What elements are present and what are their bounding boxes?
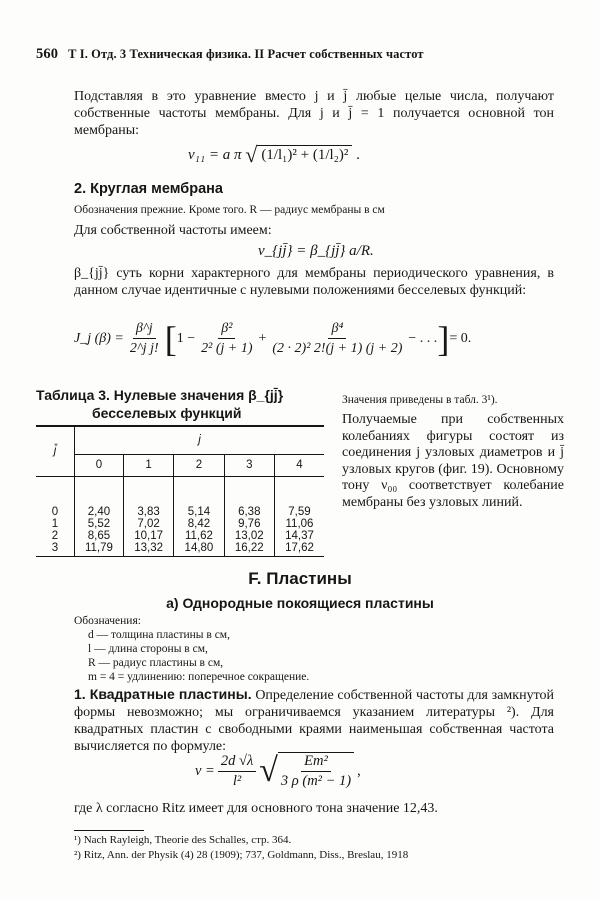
- bessel-tail: − . . .: [408, 330, 438, 346]
- formula-nu11-end: .: [356, 147, 360, 163]
- table3-cell: 11,79: [75, 542, 124, 556]
- table3-title-line2: бесселевых функций: [92, 405, 242, 421]
- table3-col-header: 0: [75, 454, 124, 476]
- plates-notation: [74, 614, 309, 684]
- notation-item: d — толщина пластины в см,: [88, 629, 230, 641]
- bessel-rhs: = 0.: [449, 330, 472, 346]
- bracket-open: [: [164, 318, 177, 359]
- bessel-lhs: J_j (β) =: [74, 330, 124, 346]
- table3-cell: 11,62: [174, 530, 224, 542]
- table3-cell: 5,14: [174, 506, 224, 518]
- table3-row-label: 0: [36, 506, 75, 518]
- plate-formula: [195, 752, 361, 790]
- plate-f1-den: l²: [232, 772, 242, 789]
- notation-item: l — длина стороны в см,: [88, 643, 208, 655]
- square-plates-heading: 1. Квадратные пластины.: [74, 686, 252, 702]
- bessel-term1: 1 −: [176, 330, 196, 346]
- table3-cell: 9,76: [224, 518, 274, 530]
- running-header: [36, 46, 424, 63]
- notation-item: R — радиус пластины в см,: [88, 657, 224, 669]
- table3-title: [36, 386, 283, 422]
- bessel-paragraph: β_{jj̄} суть корни характерного для мембраны периодического уравнения, в данном случае идентичные с нулевыми положениями бесселевых функций:: [74, 266, 554, 298]
- bessel-fraction-1: [198, 320, 255, 357]
- formula-nu-jj: ν_{jj̄} = β_{jj̄} a/R.: [258, 243, 374, 259]
- table3-cell: 8,65: [75, 530, 124, 542]
- table-row: [36, 518, 324, 530]
- formula-nu11: [188, 142, 360, 168]
- bessel-prefactor-num: β^j: [133, 320, 156, 339]
- bessel-fraction-2: [269, 320, 405, 357]
- table3-cell: 13,02: [224, 530, 274, 542]
- bessel-equation: [74, 320, 560, 357]
- table3-cell: 13,32: [123, 542, 173, 556]
- table3-col-header: 2: [174, 454, 224, 476]
- table3-cell: 14,80: [174, 542, 224, 556]
- table-row: [36, 506, 324, 518]
- plate-fraction-1: [218, 753, 256, 790]
- table-row: [36, 530, 324, 542]
- page-number: 560: [36, 46, 59, 62]
- bessel-plus: +: [258, 330, 267, 346]
- table3-row-label: 1: [36, 518, 75, 530]
- footnote-divider: [74, 830, 144, 831]
- plate-f2-den: 3 ρ (m² − 1): [280, 773, 352, 789]
- plate-formula-end: ,: [357, 762, 361, 779]
- table3-cell: 5,52: [75, 518, 124, 530]
- bracket-close: ]: [437, 318, 450, 359]
- notation-item: m = 4 = удлинению: поперечное сокращение.: [88, 671, 310, 683]
- round-membrane-lead: Для собственной частоты имеем:: [74, 223, 272, 238]
- table3-cell: 10,17: [123, 530, 173, 542]
- bessel-f2-num: β⁴: [328, 320, 346, 339]
- table3-col-group: j: [75, 426, 325, 454]
- footnote: ¹) Nach Rayleigh, Theorie des Schalles, стр. 364.: [74, 834, 292, 846]
- table3-row-header: j̄: [36, 426, 75, 476]
- table3-col-header: 3: [224, 454, 274, 476]
- running-title: Т I. Отд. 3 Техническая физика. II Расчет собственных частот: [68, 47, 424, 61]
- table3-cell: 14,37: [285, 530, 314, 542]
- table3-title-line1: Таблица 3. Нулевые значения β_{jj̄}: [36, 387, 284, 403]
- table3-cell: 3,83: [123, 506, 173, 518]
- table-row: [36, 542, 324, 556]
- table3-cell: 7,59: [288, 506, 311, 518]
- table3-col-header: 4: [274, 454, 324, 476]
- plate-fraction-2: [278, 752, 354, 790]
- table3-col-header: 1: [123, 454, 173, 476]
- bessel-prefactor-den: 2^j j!: [129, 341, 159, 356]
- table3-cell: 17,62: [285, 542, 314, 554]
- square-plates-paragraph: [74, 686, 554, 755]
- footnote: ²) Ritz, Ann. der Physik (4) 28 (1909); 737, Goldmann, Diss., Breslau, 1918: [74, 849, 409, 861]
- square-plates-text: Определение собственной частоты для замкнутой формы невозможно; мы ограничиваемся указанием литературы ²). Для квадратных пластин с свободными краями наименьшая собственная частота вычисляется по формуле:: [74, 688, 555, 754]
- notation-title: Обозначения:: [74, 615, 141, 627]
- table3-cell: 16,22: [224, 542, 274, 556]
- table3-cell: 11,06: [285, 518, 314, 530]
- formula-nu11-radicand: (1/l₁)² + (1/l₂)²: [257, 145, 352, 163]
- plate-f1-num: 2d √λ: [218, 753, 256, 772]
- table3-cell: 7,02: [123, 518, 173, 530]
- table3: [36, 425, 324, 557]
- round-membrane-heading: 2. Круглая мембрана: [74, 181, 223, 197]
- formula-nu11-lhs: ν₁₁ = a π: [188, 147, 242, 163]
- intro-paragraph: Подставляя в это уравнение вместо j и j̄ любые целые числа, получают собственные частоты мембраны. Для j и j̄ = 1 получается основной тон мембраны:: [74, 89, 554, 138]
- table3-cell: 6,38: [224, 506, 274, 518]
- ritz-result: где λ согласно Ritz имеет для основного тона значение 12,43.: [74, 801, 438, 816]
- table3-side-text: Получаемые при собственных колебаниях фигуры состоят из соединения j узловых диаметров и j̄ узловых кругов (фиг. 19). Основному тону ν₀₀ соответствует колебание мембраны без узловых линий.: [342, 412, 564, 510]
- table3-cell: 2,40: [75, 506, 124, 518]
- plate-f2-num: Em²: [301, 753, 331, 772]
- plates-subheading: a) Однородные покоящиеся пластины: [166, 595, 434, 611]
- table3-header-row: [36, 454, 324, 476]
- table3-cell: 8,42: [174, 518, 224, 530]
- sqrt-symbol: √: [245, 142, 258, 167]
- table3-row-label: 3: [36, 542, 75, 556]
- table3-side-note: Значения приведены в табл. 3¹).: [342, 394, 498, 406]
- bessel-f1-den: 2² (j + 1): [201, 341, 253, 356]
- sqrt-symbol: √: [259, 752, 278, 789]
- round-membrane-notation: Обозначения прежние. Кроме того. R — радиус мембраны в см: [74, 204, 385, 216]
- plate-formula-lhs: ν =: [195, 762, 215, 779]
- plates-heading: F. Пластины: [248, 569, 352, 588]
- bessel-f2-den: (2 · 2)² 2!(j + 1) (j + 2): [272, 341, 403, 356]
- bessel-f1-num: β²: [218, 320, 235, 339]
- bessel-prefactor: [127, 320, 162, 357]
- table3-row-label: 2: [36, 530, 75, 542]
